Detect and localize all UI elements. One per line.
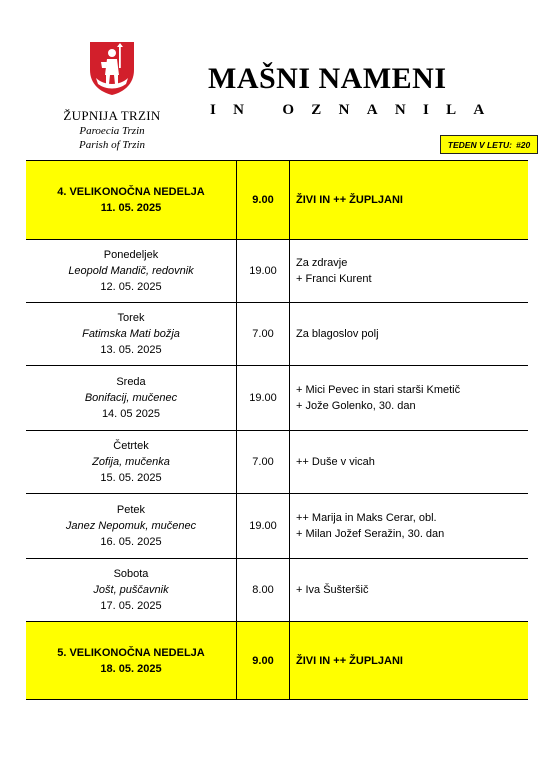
mass-time: 19.00 [237, 240, 290, 302]
schedule-row [26, 303, 528, 366]
mass-intention: Za blagoslov polj [296, 328, 379, 340]
mass-intention: + Iva Šušteršič [296, 584, 369, 596]
intentions-cell [290, 240, 528, 302]
day-name: 4. VELIKONOČNA NEDELJA [57, 186, 205, 198]
mass-time: 19.00 [237, 494, 290, 558]
day-name: Petek [116, 504, 146, 516]
day-date: 18. 05. 2025 [100, 662, 162, 675]
day-cell [26, 622, 237, 699]
parish-block [50, 108, 174, 152]
day-date: 17. 05. 2025 [100, 600, 162, 612]
day-cell [26, 366, 237, 430]
day-name: Ponedeljek [103, 249, 159, 261]
mass-intention: + Milan Jožef Seražin, 30. dan [296, 528, 445, 540]
mass-intention: Za zdravje [296, 257, 348, 269]
day-date: 14. 05 2025 [101, 408, 161, 420]
mass-time: 19.00 [237, 366, 290, 430]
day-cell [26, 559, 237, 621]
day-cell [26, 431, 237, 493]
day-cell [26, 240, 237, 302]
saint-of-day: Zofija, mučenka [92, 456, 170, 468]
mass-time: 9.00 [237, 161, 290, 239]
day-date: 11. 05. 2025 [100, 202, 162, 214]
intentions-cell [290, 161, 528, 239]
week-label: TEDEN V LETU: [447, 139, 513, 150]
schedule-row [26, 559, 528, 622]
day-cell [26, 494, 237, 558]
intentions-cell [290, 622, 528, 699]
saint-of-day: Leopold Mandič, redovnik [68, 265, 194, 277]
saint-of-day: Bonifacij, mučenec [84, 392, 178, 404]
week-badge [440, 135, 538, 154]
mass-time: 7.00 [237, 431, 290, 493]
saint-of-day: Jošt, puščavnik [93, 584, 169, 596]
mass-time: 9.00 [237, 622, 290, 699]
schedule-row [26, 366, 528, 431]
day-cell [26, 303, 237, 365]
saint-of-day: Janez Nepomuk, mučenec [65, 520, 197, 532]
mass-intention: + Jože Golenko, 30. dan [296, 400, 416, 412]
day-name: Sobota [113, 568, 149, 580]
mass-time: 8.00 [237, 559, 290, 621]
day-name: 5. VELIKONOČNA NEDELJA [57, 646, 205, 659]
intentions-cell [290, 559, 528, 621]
day-name: Torek [117, 312, 145, 324]
day-date: 16. 05. 2025 [100, 536, 162, 548]
mass-intention: ++ Marija in Maks Cerar, obl. [296, 512, 437, 524]
day-date: 15. 05. 2025 [100, 472, 162, 484]
mass-time: 7.00 [237, 303, 290, 365]
day-date: 12. 05. 2025 [100, 281, 162, 293]
schedule-row [26, 431, 528, 494]
day-date: 13. 05. 2025 [100, 344, 162, 356]
mass-intention: ŽIVI IN ++ ŽUPLJANI [296, 194, 403, 206]
intentions-cell [290, 431, 528, 493]
day-cell [26, 161, 237, 239]
mass-intention: ŽIVI IN ++ ŽUPLJANI [296, 654, 403, 667]
week-number: #20 [516, 139, 531, 150]
mass-intention: ++ Duše v vicah [296, 456, 375, 468]
intentions-cell [290, 366, 528, 430]
intentions-cell [290, 303, 528, 365]
parish-coat-of-arms-icon [88, 40, 136, 96]
schedule-row [26, 494, 528, 559]
parish-name-latin: Paroecia Trzin [79, 125, 145, 137]
schedule-row [26, 160, 528, 240]
page-title: MAŠNI NAMENI [208, 62, 447, 95]
saint-of-day: Fatimska Mati božja [82, 328, 180, 340]
schedule-row [26, 240, 528, 303]
day-name: Sreda [116, 376, 146, 388]
mass-schedule-table [26, 160, 528, 700]
intentions-cell [290, 494, 528, 558]
parish-name: ŽUPNIJA TRZIN [63, 108, 161, 123]
mass-intention: + Mici Pevec in stari starši Kmetič [296, 384, 461, 396]
schedule-row [26, 622, 528, 700]
parish-name-english: Parish of Trzin [78, 139, 146, 151]
page-subtitle: IN OZNANILA [210, 102, 502, 118]
mass-intention: + Franci Kurent [296, 273, 372, 285]
day-name: Četrtek [113, 440, 149, 452]
